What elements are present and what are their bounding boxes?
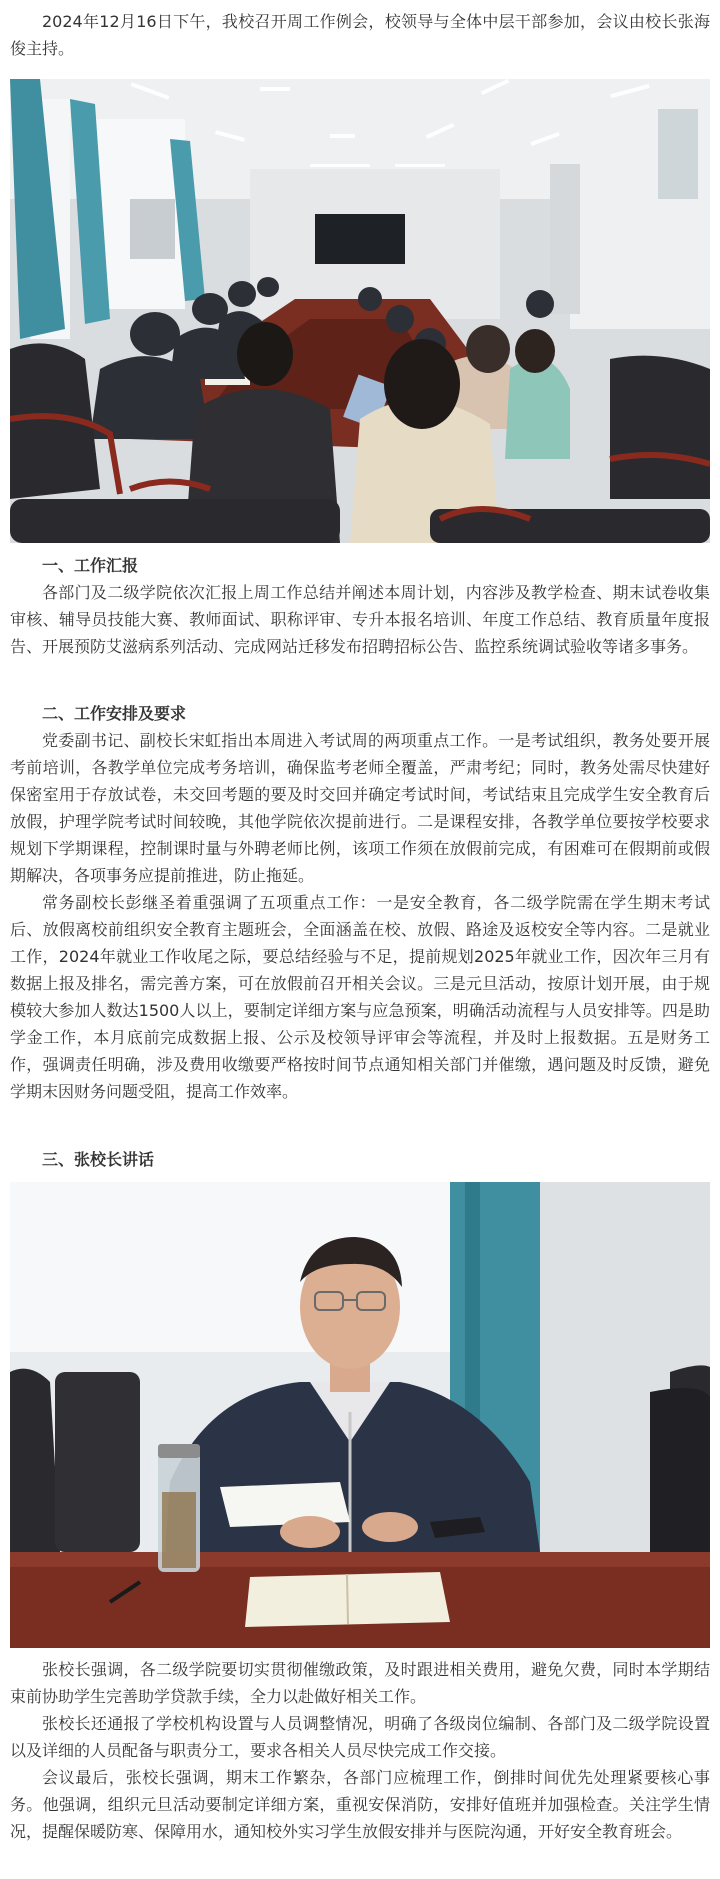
section-paragraph: 张校长还通报了学校机构设置与人员调整情况，明确了各级岗位编制、各部门及二级学院设置以及详细的人员配备与职责分工，要求各相关人员尽快完成工作交接。: [10, 1714, 710, 1760]
section-heading: 三、张校长讲话: [42, 1150, 155, 1169]
section-principal-speech-heading-block: [0, 1146, 720, 1173]
intro-paragraph: 2024年12月16日下午，我校召开周工作例会，校领导与全体中层干部参加，会议由校长张海俊主持。: [10, 12, 710, 58]
intro-block: [0, 8, 720, 62]
principal-photo: [10, 1182, 710, 1648]
section-paragraph: 张校长强调，各二级学院要切实贯彻催缴政策，及时跟进相关费用，避免欠费，同时本学期结束前协助学生完善助学贷款手续，全力以赴做好相关工作。: [10, 1660, 710, 1706]
section-work-arrangement: [0, 700, 720, 1105]
section-paragraph: 常务副校长彭继圣着重强调了五项重点工作：一是安全教育，各二级学院需在学生期末考试后、放假离校前组织安全教育主题班会，全面涵盖在校、放假、路途及返校安全等内容。二是就业工作，2024年就业工作收尾之际，要总结经验与不足，提前规划2025年就业工作，因次年三月有数据上报及排名，需完善方案，可在放假前召开相关会议。三是元旦活动，按原计划开展，由于规模较大参加人数达1500人以上，要制定详细方案与应急预案，明确活动流程与人员安排等。四是助学金工作，本月底前完成数据上报、公示及校领导评审会等流程，并及时上报数据。五是财务工作，强调责任明确，涉及费用收缴要严格按时间节点通知相关部门并催缴，遇问题及时反馈，避免学期末因财务问题受阻，提高工作效率。: [10, 893, 710, 1101]
section-heading: 二、工作安排及要求: [42, 704, 187, 723]
section-paragraph: 会议最后，张校长强调，期末工作繁杂，各部门应梳理工作，倒排时间优先处理紧要核心事务。他强调，组织元旦活动要制定详细方案，重视安保消防，安排好值班并加强检查。关注学生情况，提醒保暖防寒、保障用水，通知校外实习学生放假安排并与医院沟通，开好安全教育班会。: [10, 1768, 710, 1841]
section-heading: 一、工作汇报: [42, 556, 139, 575]
section-work-report: [0, 552, 720, 660]
section-paragraph: 各部门及二级学院依次汇报上周工作总结并阐述本周计划，内容涉及教学检查、期末试卷收集审核、辅导员技能大赛、教师面试、职称评审、专升本报名培训、年度工作总结、教育质量年度报告、开展预防艾滋病系列活动、完成网站迁移发布招聘招标公告、监控系统调试验收等诸多事务。: [10, 583, 710, 656]
section-paragraph: 党委副书记、副校长宋虹指出本周进入考试周的两项重点工作。一是考试组织，教务处要开展考前培训，各教学单位完成考务培训，确保监考老师全覆盖，严肃考纪；同时，教务处需尽快建好保密室用于存放试卷，未交回考题的要及时交回并确定考试时间，考试结束且完成学生安全教育后放假，护理学院考试时间较晚，其他学院依次提前进行。二是课程安排，各教学单位要按学校要求规划下学期课程，控制课时量与外聘老师比例，该项工作须在放假前完成，有困难可在假期前或假期解决，各项事务应提前推进，防止拖延。: [10, 731, 710, 885]
section-principal-speech: [0, 1656, 720, 1845]
meeting-photo: [10, 79, 710, 543]
